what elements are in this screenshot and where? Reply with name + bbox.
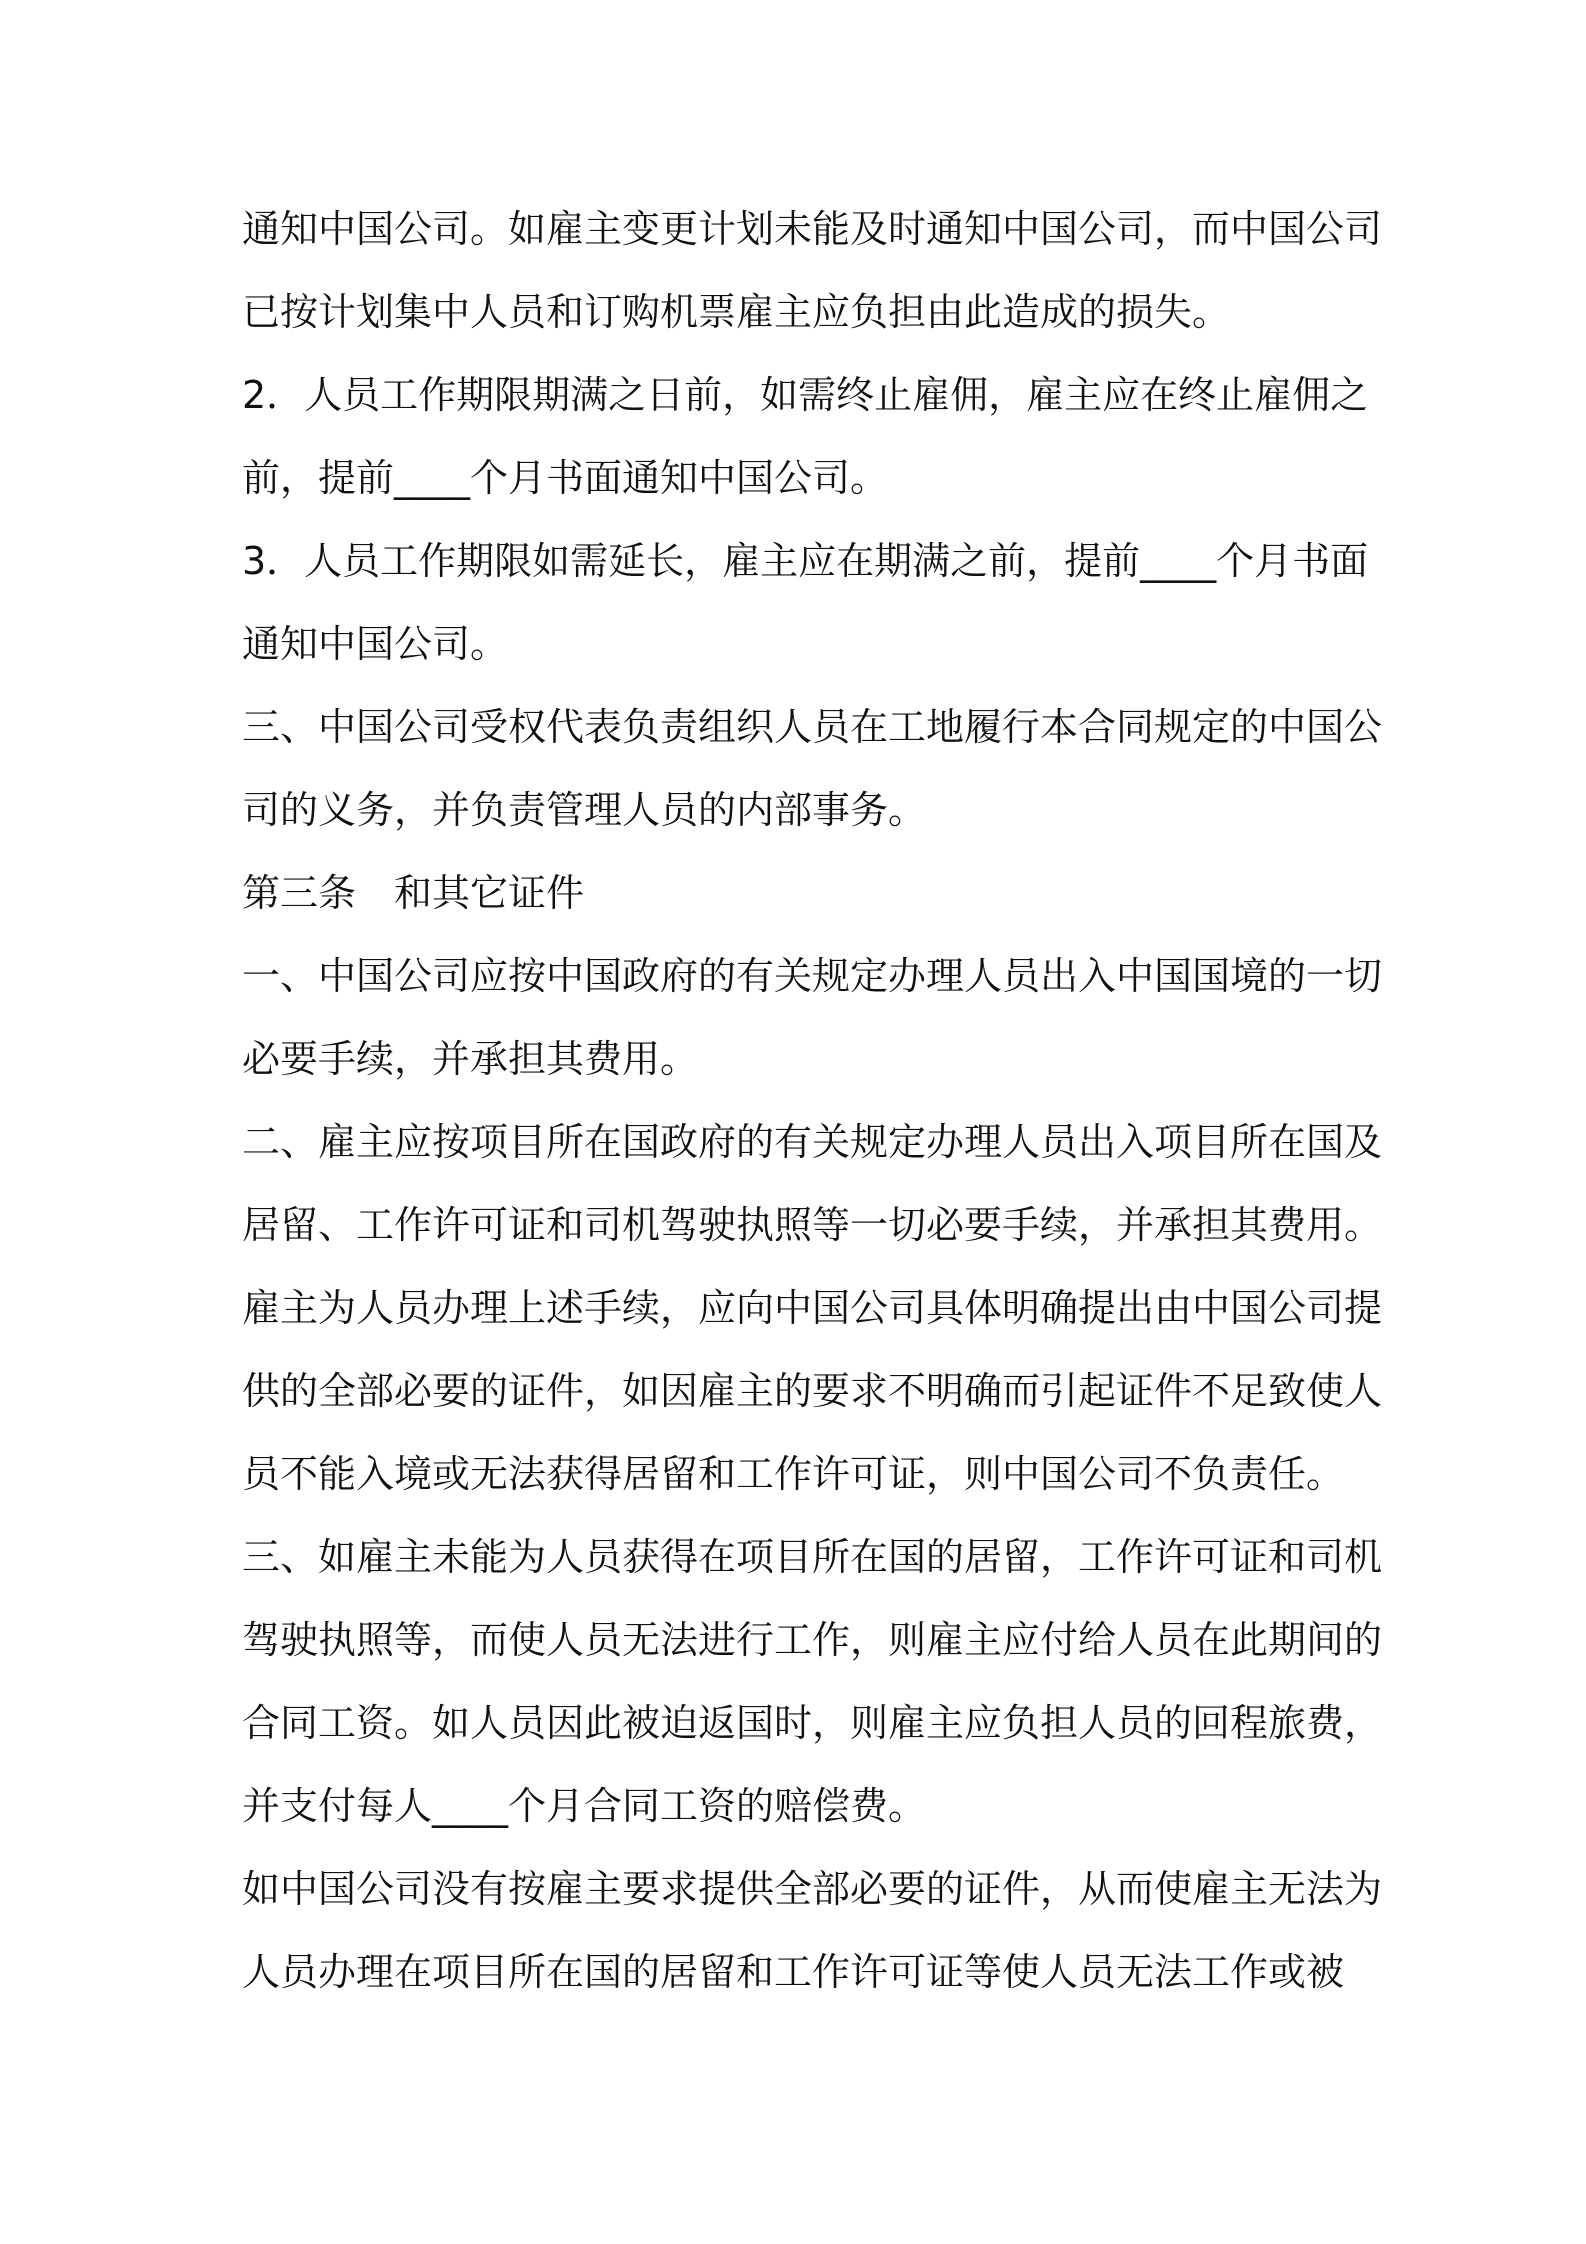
text-line: 前，提前____个月书面通知中国公司。 (242, 456, 889, 500)
text-line: 二、雇主应按项目所在国政府的有关规定办理人员出入项目所在国及 (242, 1120, 1383, 1164)
text-line: 并支付每人____个月合同工资的赔偿费。 (242, 1784, 927, 1828)
text-line: 司的义务，并负责管理人员的内部事务。 (242, 788, 927, 832)
text-line: 雇主为人员办理上述手续，应向中国公司具体明确提出由中国公司提 (242, 1286, 1383, 1330)
text-line: 居留、工作许可证和司机驾驶执照等一切必要手续，并承担其费用。 (242, 1203, 1383, 1247)
text-line: 供的全部必要的证件，如因雇主的要求不明确而引起证件不足致使人 (242, 1369, 1383, 1413)
text-line: 通知中国公司。如雇主变更计划未能及时通知中国公司，而中国公司 (242, 207, 1383, 251)
text-line: 3．人员工作期限如需延长，雇主应在期满之前，提前____个月书面 (242, 539, 1369, 583)
text-line: 2．人员工作期限期满之日前，如需终止雇佣，雇主应在终止雇佣之 (242, 373, 1369, 417)
text-line: 三、中国公司受权代表负责组织人员在工地履行本合同规定的中国公 (242, 705, 1383, 749)
text-line: 人员办理在项目所在国的居留和工作许可证等使人员无法工作或被 (242, 1950, 1345, 1994)
text-line: 如中国公司没有按雇主要求提供全部必要的证件，从而使雇主无法为 (242, 1867, 1383, 1911)
text-line: 通知中国公司。 (242, 622, 509, 666)
text-line: 一、中国公司应按中国政府的有关规定办理人员出入中国国境的一切 (242, 954, 1383, 998)
text-line: 驾驶执照等，而使人员无法进行工作，则雇主应付给人员在此期间的 (242, 1618, 1383, 1662)
text-line: 员不能入境或无法获得居留和工作许可证，则中国公司不负责任。 (242, 1452, 1345, 1496)
section-heading: 第三条 和其它证件 (242, 871, 585, 915)
text-line: 三、如雇主未能为人员获得在项目所在国的居留，工作许可证和司机 (242, 1535, 1383, 1579)
text-line: 必要手续，并承担其费用。 (242, 1037, 699, 1081)
text-line: 已按计划集中人员和订购机票雇主应负担由此造成的损失。 (242, 290, 1231, 334)
document-body (242, 188, 1383, 2014)
text-line: 合同工资。如人员因此被迫返国时，则雇主应负担人员的回程旅费， (242, 1701, 1383, 1745)
